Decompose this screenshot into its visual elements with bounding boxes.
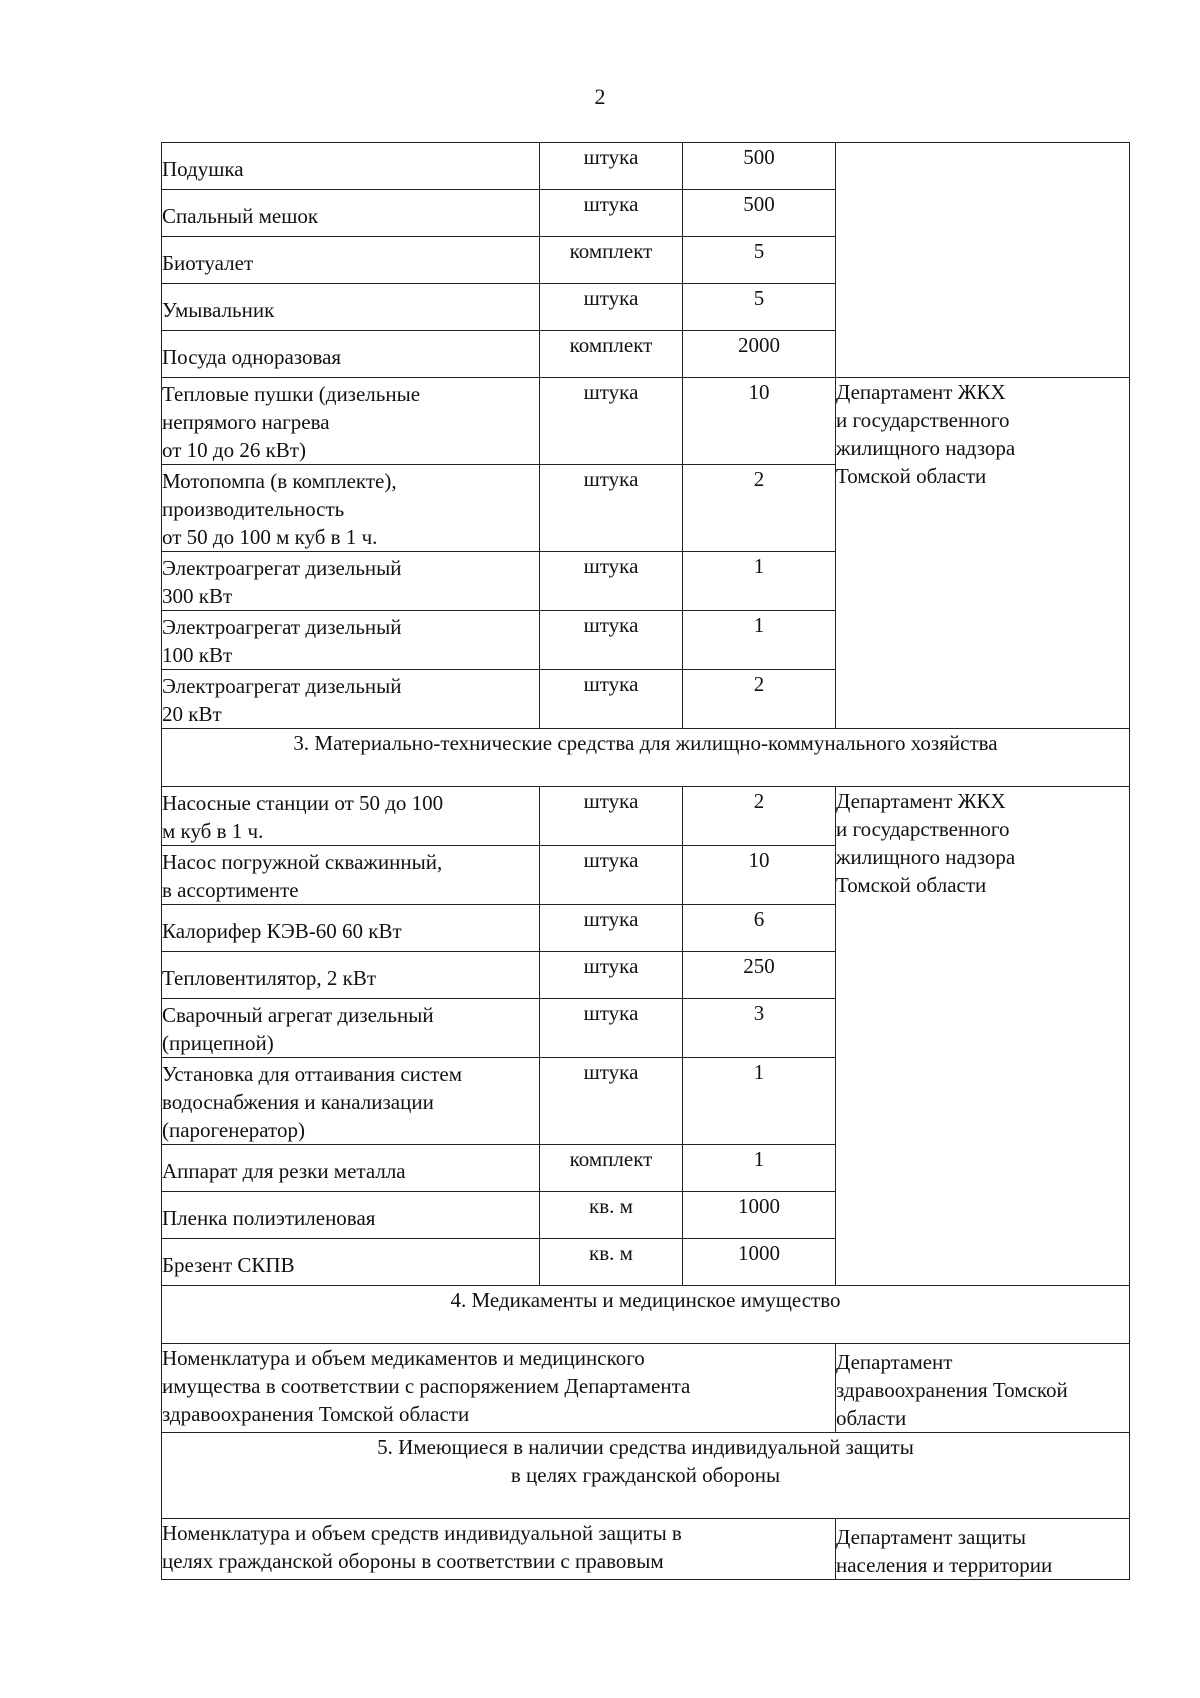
resources-table: [161, 142, 1130, 1580]
item-name: Электроагрегат дизельный 20 кВт: [162, 670, 540, 729]
item-unit: штука: [540, 378, 683, 465]
section-3-title: 3. Материально-технические средства для жилищно-коммунального хозяйства: [162, 729, 1130, 787]
item-unit: комплект: [540, 237, 683, 284]
item-name: Тепловентилятор, 2 кВт: [162, 952, 540, 999]
section-4-title: 4. Медикаменты и медицинское имущество: [162, 1286, 1130, 1344]
item-name: Спальный мешок: [162, 190, 540, 237]
table-row: [162, 787, 1130, 846]
item-unit: штука: [540, 905, 683, 952]
responsible-department: Департамент ЖКХ и государственного жилищного надзора Томской области: [836, 787, 1130, 1286]
item-name: Пленка полиэтиленовая: [162, 1192, 540, 1239]
page-number: 2: [594, 84, 606, 109]
item-quantity: 3: [683, 999, 836, 1058]
item-unit: штука: [540, 143, 683, 190]
item-quantity: 500: [683, 190, 836, 237]
item-quantity: 1: [683, 1145, 836, 1192]
item-unit: штука: [540, 611, 683, 670]
item-name: Подушка: [162, 143, 540, 190]
item-quantity: 10: [683, 378, 836, 465]
item-name: Мотопомпа (в комплекте), производительность от 50 до 100 м куб в 1 ч.: [162, 465, 540, 552]
item-name: Тепловые пушки (дизельные непрямого нагрева от 10 до 26 кВт): [162, 378, 540, 465]
item-unit: штука: [540, 190, 683, 237]
responsible-department: Департамент здравоохранения Томской области: [836, 1344, 1130, 1433]
table-row: [162, 1344, 1130, 1433]
section-heading-row: [162, 729, 1130, 787]
item-unit: кв. м: [540, 1239, 683, 1286]
item-name: Насосные станции от 50 до 100 м куб в 1 ч.: [162, 787, 540, 846]
item-quantity: 10: [683, 846, 836, 905]
item-quantity: 2000: [683, 331, 836, 378]
item-quantity: 1: [683, 552, 836, 611]
item-unit: штука: [540, 952, 683, 999]
item-quantity: 1: [683, 611, 836, 670]
responsible-department: Департамент ЖКХ и государственного жилищного надзора Томской области: [836, 378, 1130, 729]
item-quantity: 2: [683, 465, 836, 552]
item-name: Электроагрегат дизельный 100 кВт: [162, 611, 540, 670]
item-quantity: 250: [683, 952, 836, 999]
item-unit: кв. м: [540, 1192, 683, 1239]
item-quantity: 2: [683, 787, 836, 846]
table-row: [162, 378, 1130, 465]
item-unit: штука: [540, 1058, 683, 1145]
item-name: Умывальник: [162, 284, 540, 331]
section-5-title: 5. Имеющиеся в наличии средства индивидуальной защиты в целях гражданской обороны: [162, 1433, 1130, 1519]
responsible-department: [836, 143, 1130, 378]
item-quantity: 2: [683, 670, 836, 729]
item-name: Установка для оттаивания систем водоснабжения и канализации (парогенератор): [162, 1058, 540, 1145]
item-quantity: 5: [683, 284, 836, 331]
item-unit: комплект: [540, 331, 683, 378]
item-unit: штука: [540, 846, 683, 905]
item-name: Посуда одноразовая: [162, 331, 540, 378]
section-heading-row: [162, 1286, 1130, 1344]
item-quantity: 5: [683, 237, 836, 284]
item-unit: штука: [540, 284, 683, 331]
item-unit: штука: [540, 465, 683, 552]
item-name: Брезент СКПВ: [162, 1239, 540, 1286]
item-name: Сварочный агрегат дизельный (прицепной): [162, 999, 540, 1058]
item-unit: комплект: [540, 1145, 683, 1192]
responsible-department: Департамент защиты населения и территории: [836, 1519, 1130, 1580]
item-unit: штука: [540, 999, 683, 1058]
section-heading-row: [162, 1433, 1130, 1519]
table-row: [162, 1519, 1130, 1580]
section-5-text: Номенклатура и объем средств индивидуальной защиты в целях гражданской обороны в соответствии с правовым: [162, 1519, 836, 1580]
item-unit: штука: [540, 787, 683, 846]
item-name: Калорифер КЭВ-60 60 кВт: [162, 905, 540, 952]
item-quantity: 1: [683, 1058, 836, 1145]
item-name: Электроагрегат дизельный 300 кВт: [162, 552, 540, 611]
item-quantity: 1000: [683, 1192, 836, 1239]
section-4-text: Номенклатура и объем медикаментов и медицинского имущества в соответствии с распоряжением Департамента здравоохранения Томской области: [162, 1344, 836, 1433]
table-row: [162, 143, 1130, 190]
item-name: Насос погружной скважинный, в ассортименте: [162, 846, 540, 905]
item-unit: штука: [540, 670, 683, 729]
item-name: Биотуалет: [162, 237, 540, 284]
item-unit: штука: [540, 552, 683, 611]
item-name: Аппарат для резки металла: [162, 1145, 540, 1192]
item-quantity: 1000: [683, 1239, 836, 1286]
item-quantity: 6: [683, 905, 836, 952]
item-quantity: 500: [683, 143, 836, 190]
